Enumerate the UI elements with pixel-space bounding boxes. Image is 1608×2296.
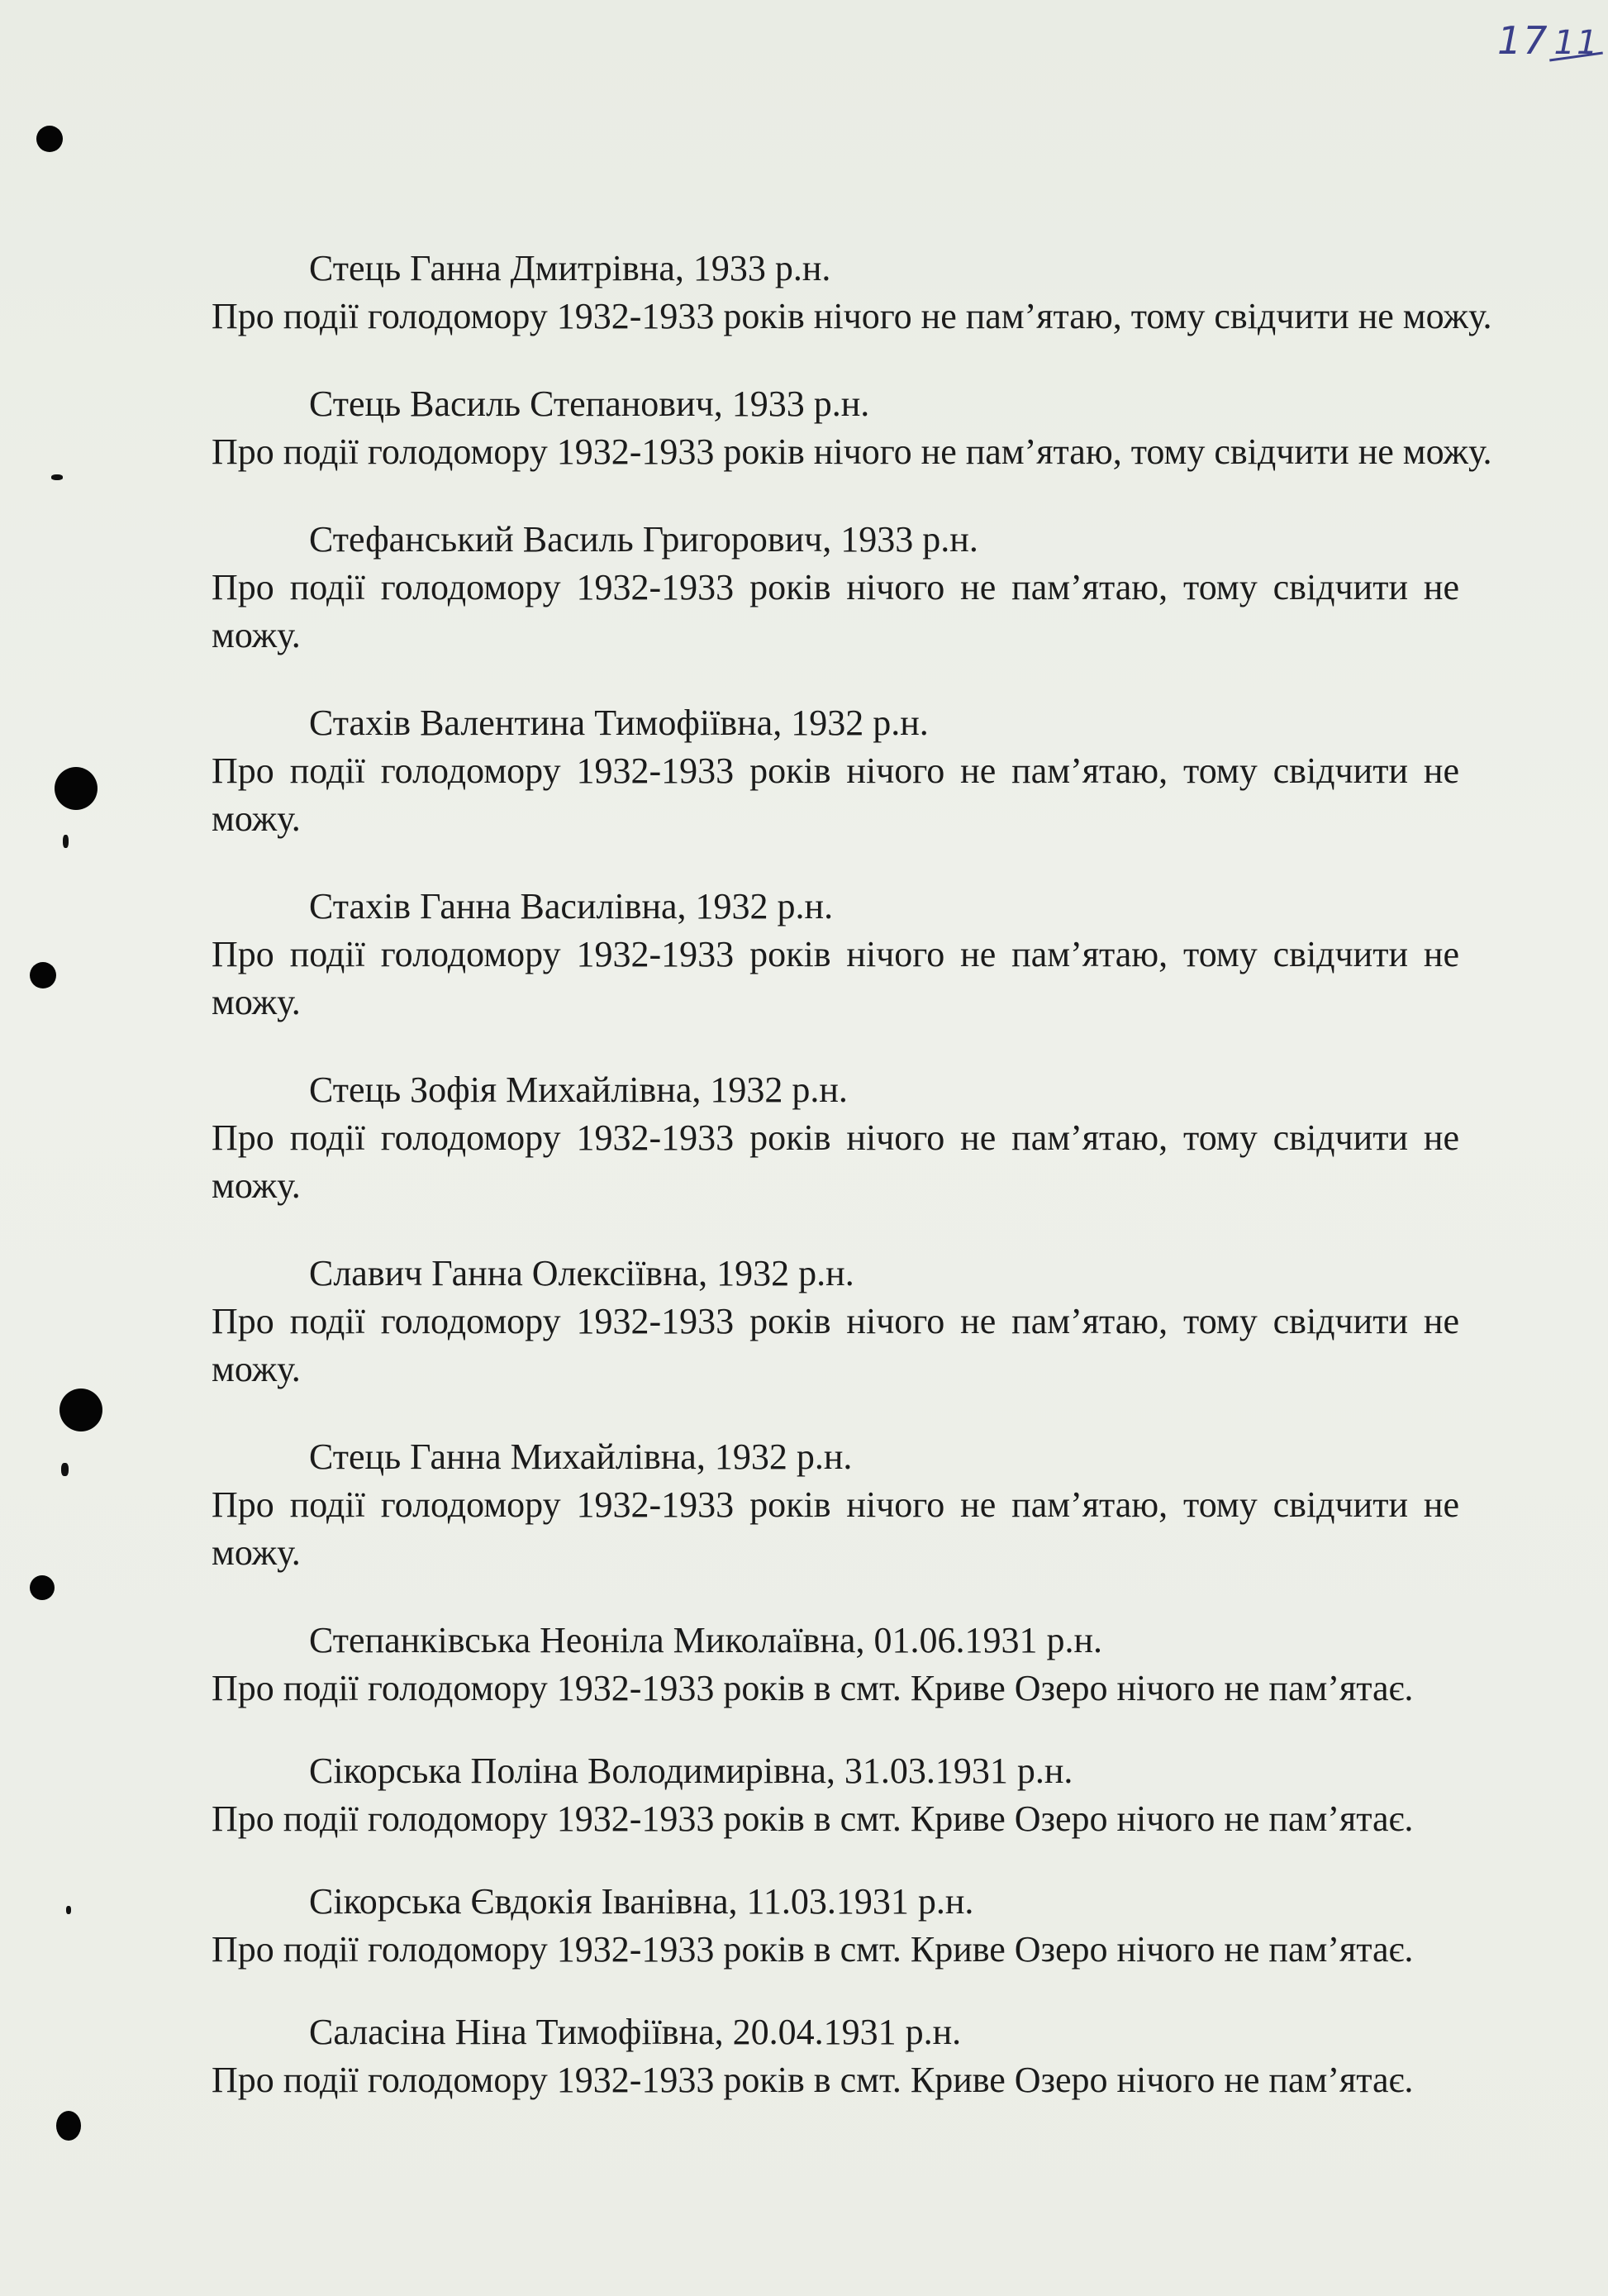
speck: [63, 835, 69, 848]
testimony-entry: [212, 1433, 1512, 1577]
person-name: Стець Ганна Дмитрівна, 1933 р.н.: [309, 248, 831, 288]
punch-hole: [36, 126, 63, 152]
person-name: Славич Ганна Олексіївна, 1932 р.н.: [309, 1253, 854, 1293]
punch-hole: [56, 2111, 81, 2141]
testimony-text: Про події голодомору 1932-1933 років в смт. Криве Озеро нічого не пам’ятає.: [212, 2060, 1414, 2100]
punch-hole: [55, 767, 98, 810]
testimony-text: Про події голодомору 1932-1933 років в смт. Криве Озеро нічого не пам’ятає.: [212, 1929, 1414, 1970]
testimony-entry: [212, 1250, 1512, 1393]
punch-hole: [59, 1389, 102, 1431]
person-name: Стахів Валентина Тимофіївна, 1932 р.н.: [309, 703, 929, 743]
testimony-list: [212, 245, 1512, 2104]
testimony-text: Про події голодомору 1932-1933 років нічого не пам’ятаю, тому свідчити не можу.: [212, 934, 1459, 1022]
person-name: Степанківська Неоніла Миколаївна, 01.06.1931 р.н.: [309, 1620, 1103, 1660]
speck: [61, 1463, 69, 1476]
testimony-entry: [212, 699, 1512, 843]
testimony-text: Про події голодомору 1932-1933 років нічого не пам’ятаю, тому свідчити не можу.: [212, 567, 1459, 655]
handwritten-page-number: [1497, 18, 1599, 63]
page-number-value: 17: [1497, 18, 1549, 63]
testimony-entry: [212, 1617, 1512, 1712]
testimony-entry: [212, 883, 1512, 1027]
punch-hole: [30, 1575, 55, 1600]
speck: [66, 1906, 71, 1914]
testimony-text: Про події голодомору 1932-1933 років нічого не пам’ятаю, тому свідчити не можу.: [212, 1117, 1459, 1206]
testimony-text: Про події голодомору 1932-1933 років нічого не пам’ятаю, тому свідчити не можу.: [212, 431, 1492, 472]
person-name: Стефанський Василь Григорович, 1933 р.н.: [309, 519, 978, 560]
testimony-entry: [212, 1066, 1512, 1210]
testimony-text: Про події голодомору 1932-1933 років в смт. Криве Озеро нічого не пам’ятає.: [212, 1668, 1414, 1708]
person-name: Сікорська Євдокія Іванівна, 11.03.1931 р.н.: [309, 1881, 974, 1922]
person-name: Саласіна Ніна Тимофіївна, 20.04.1931 р.н.: [309, 2012, 962, 2052]
testimony-entry: [212, 2008, 1512, 2104]
testimony-text: Про події голодомору 1932-1933 років нічого не пам’ятаю, тому свідчити не можу.: [212, 1484, 1459, 1573]
person-name: Стець Ганна Михайлівна, 1932 р.н.: [309, 1436, 853, 1477]
testimony-entry: [212, 1878, 1512, 1974]
testimony-text: Про події голодомору 1932-1933 років нічого не пам’ятаю, тому свідчити не можу.: [212, 750, 1459, 839]
punch-hole: [30, 962, 56, 988]
testimony-entry: [212, 516, 1512, 660]
testimony-text: Про події голодомору 1932-1933 років в смт. Криве Озеро нічого не пам’ятає.: [212, 1798, 1414, 1839]
testimony-entry: [212, 1747, 1512, 1843]
person-name: Сікорська Поліна Володимирівна, 31.03.1931 р.н.: [309, 1751, 1073, 1791]
person-name: Стець Василь Степанович, 1933 р.н.: [309, 383, 870, 424]
person-name: Стахів Ганна Василівна, 1932 р.н.: [309, 886, 834, 926]
testimony-text: Про події голодомору 1932-1933 років нічого не пам’ятаю, тому свідчити не можу.: [212, 296, 1492, 336]
testimony-text: Про події голодомору 1932-1933 років нічого не пам’ятаю, тому свідчити не можу.: [212, 1301, 1459, 1389]
speck: [51, 474, 63, 480]
person-name: Стець Зофія Михайлівна, 1932 р.н.: [309, 1069, 848, 1110]
page-number-sub: 11: [1553, 24, 1600, 62]
testimony-entry: [212, 380, 1512, 476]
testimony-entry: [212, 245, 1512, 341]
